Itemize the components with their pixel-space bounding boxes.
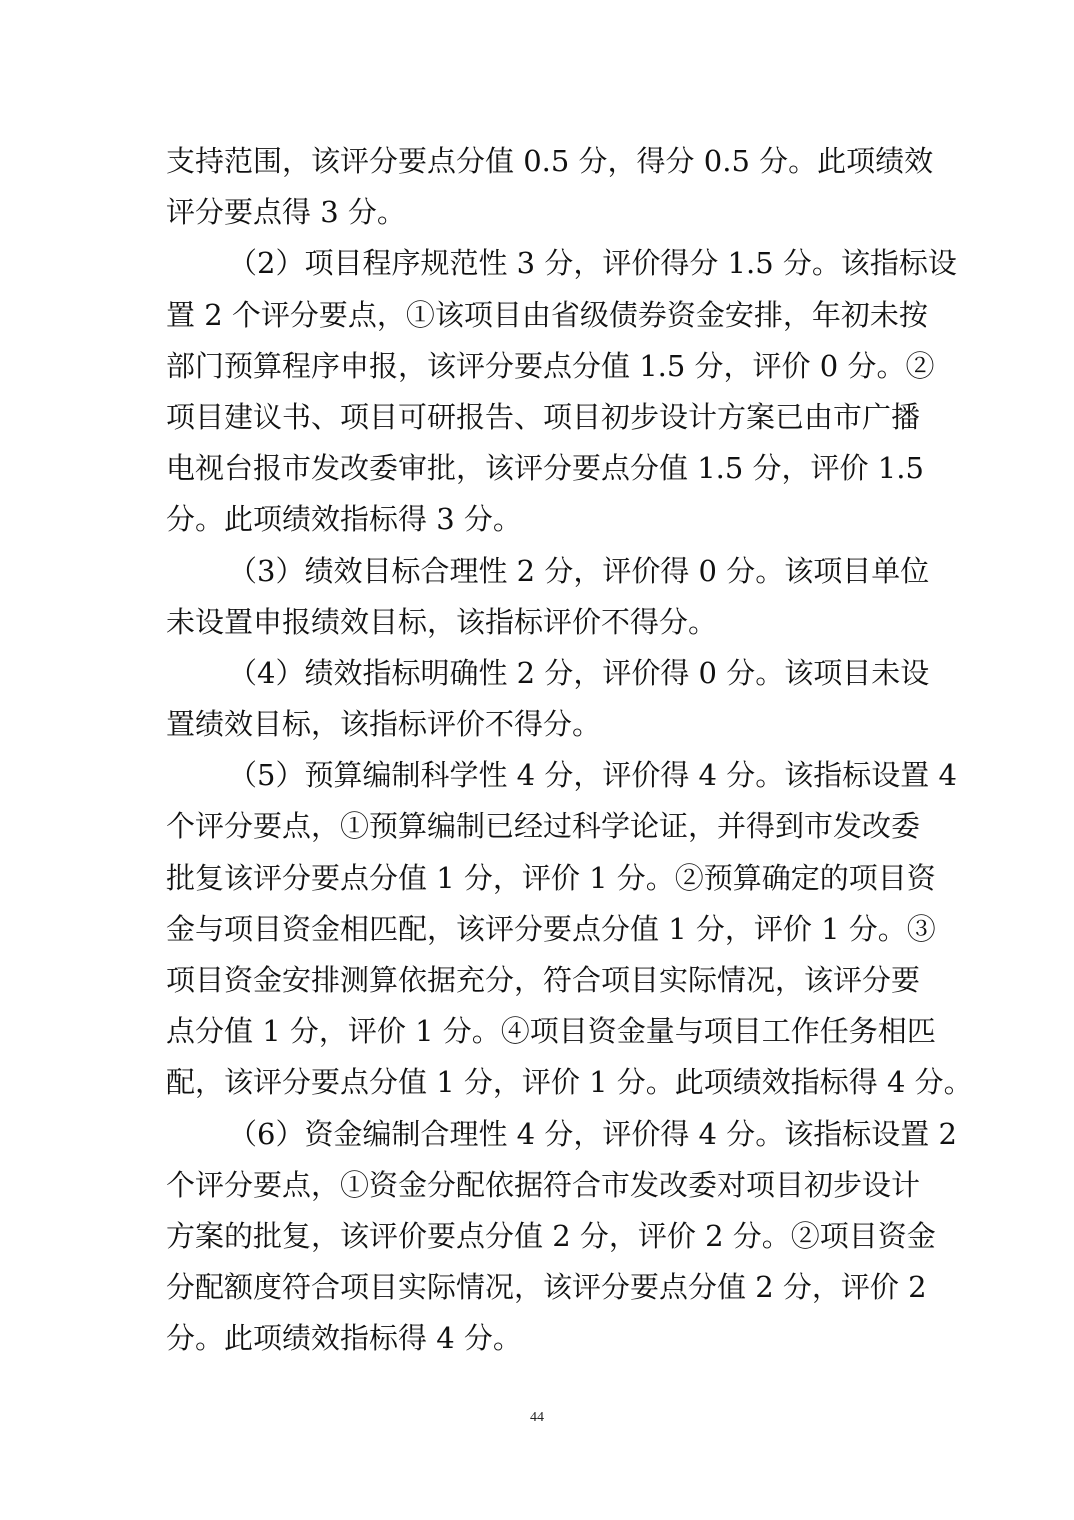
text-line: 金与项目资金相匹配，该评分要点分值 1 分，评价 1 分。③ — [166, 911, 936, 946]
text-line: 评分要点得 3 分。 — [166, 195, 406, 230]
text-line: 支持范围，该评分要点分值 0.5 分，得分 0.5 分。此项绩效 — [166, 144, 934, 178]
text-line: 批复该评分要点分值 1 分，评价 1 分。②预算确定的项目资 — [166, 860, 936, 895]
text-line: 部门预算程序申报，该评分要点分值 1.5 分，评价 0 分。② — [166, 348, 935, 383]
text-line: 项目资金安排测算依据充分，符合项目实际情况，该评分要 — [166, 963, 921, 997]
text-line: 配，该评分要点分值 1 分，评价 1 分。此项绩效指标得 4 分。 — [166, 1065, 973, 1100]
text-line: 置绩效目标，该指标评价不得分。 — [166, 707, 602, 742]
paragraph-3-start: （3）绩效目标合理性 2 分，评价得 0 分。该项目单位 — [228, 553, 930, 588]
text-line: 点分值 1 分，评价 1 分。④项目资金量与项目工作任务相匹 — [166, 1014, 936, 1049]
document-body — [166, 136, 973, 1365]
text-line: 分。此项绩效指标得 4 分。 — [166, 1321, 522, 1356]
text-line: 未设置申报绩效目标，该指标评价不得分。 — [166, 604, 718, 639]
paragraph-2-start: （2）项目程序规范性 3 分，评价得分 1.5 分。该指标设 — [228, 246, 957, 281]
text-line: 分。此项绩效指标得 3 分。 — [166, 502, 522, 537]
text-line: 分配额度符合项目实际情况，该评分要点分值 2 分，评价 2 — [166, 1270, 927, 1305]
text-line: 个评分要点，①资金分配依据符合市发改委对项目初步设计 — [166, 1167, 921, 1202]
paragraph-5-start: （5）预算编制科学性 4 分，评价得 4 分。该指标设置 4 — [228, 758, 957, 793]
text-line: 电视台报市发改委审批，该评分要点分值 1.5 分，评价 1.5 — [166, 451, 924, 486]
text-line: 项目建议书、项目可研报告、项目初步设计方案已由市广播 — [166, 399, 921, 434]
page-number: 44 — [530, 1410, 544, 1425]
text-line: 方案的批复，该评价要点分值 2 分，评价 2 分。②项目资金 — [166, 1218, 936, 1253]
paragraph-4-start: （4）绩效指标明确性 2 分，评价得 0 分。该项目未设 — [228, 655, 930, 690]
paragraph-6-start: （6）资金编制合理性 4 分，评价得 4 分。该指标设置 2 — [228, 1116, 957, 1151]
text-line: 置 2 个评分要点，①该项目由省级债券资金安排，年初未按 — [166, 297, 928, 332]
text-line: 个评分要点，①预算编制已经过科学论证，并得到市发改委 — [166, 809, 921, 844]
